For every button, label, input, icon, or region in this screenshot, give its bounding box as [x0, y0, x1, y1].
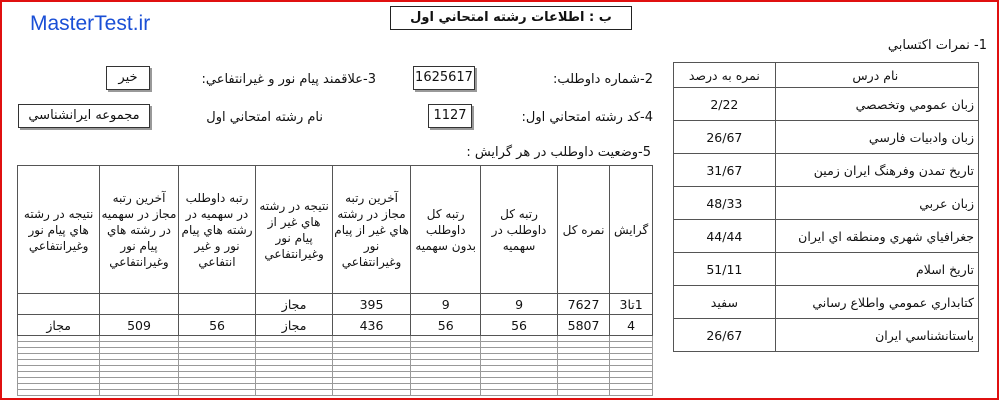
cell: مجاز [256, 294, 332, 315]
course-percent: 26/67 [674, 319, 776, 352]
status-label: 5-وضعيت داوطلب در هر گرايش : [466, 145, 651, 160]
table-row [18, 294, 653, 315]
cell [100, 294, 178, 315]
percent-header: نمره به درصد [674, 63, 776, 88]
cell: 5807 [557, 315, 609, 336]
payamnoor-interest-value: خير [106, 66, 150, 90]
cell: 9 [481, 294, 558, 315]
col-result-header: نتيجه در رشته هاي غير از پيام نور وغيرانتفاعي [256, 166, 332, 294]
table-row [674, 253, 979, 286]
col-rank-noquota-header: رتبه كل داوطلب بدون سهميه [411, 166, 481, 294]
table-row [674, 286, 979, 319]
status-table [17, 165, 653, 396]
table-row [18, 315, 653, 336]
course-name: كتابداري عمومي واطلاع رساني [775, 286, 978, 319]
course-name: زبان عمومي وتخصصي [775, 88, 978, 121]
cell [178, 294, 256, 315]
applicant-number-value: 1625617 [413, 66, 475, 90]
course-name: تاريخ تمدن وفرهنگ ايران زمين [775, 154, 978, 187]
grades-table [673, 62, 979, 352]
col-result-payamnoor-header: نتيجه در رشته هاي پيام نور وغيرانتفاعي [18, 166, 100, 294]
exam-code-value: 1127 [428, 104, 472, 128]
acquired-grades-label: 1- نمرات اكتسابي [887, 38, 987, 53]
exam-name-label: نام رشته امتحاني اول [206, 110, 323, 125]
grades-header-row [674, 63, 979, 88]
table-row [674, 88, 979, 121]
table-row [674, 319, 979, 352]
col-total-score-header: نمره كل [557, 166, 609, 294]
exam-code-label: 4-كد رشته امتحاني اول: [521, 110, 653, 125]
course-percent: 51/11 [674, 253, 776, 286]
cell: 1تا3 [610, 294, 653, 315]
cell: 509 [100, 315, 178, 336]
table-row [674, 154, 979, 187]
cell: مجاز [256, 315, 332, 336]
exam-name-value: مجموعه ايرانشناسي [18, 104, 150, 128]
col-last-rank-payamnoor-header: آخرين رتبه مجاز در سهميه در رشته هاي پيام نور وغيرانتفاعي [100, 166, 178, 294]
cell: 56 [411, 315, 481, 336]
cell: 7627 [557, 294, 609, 315]
course-name-header: نام درس [775, 63, 978, 88]
table-row [674, 187, 979, 220]
cell: 56 [178, 315, 256, 336]
applicant-number-label: 2-شماره داوطلب: [552, 72, 653, 87]
course-name: زبان وادبيات فارسي [775, 121, 978, 154]
course-name: باستانشناسي ايران [775, 319, 978, 352]
course-name: زبان عربي [775, 187, 978, 220]
course-percent: 2/22 [674, 88, 776, 121]
course-name: جغرافياي شهري ومنطقه اي ايران [775, 220, 978, 253]
section-title: ب : اطلاعات رشته امتحاني اول [390, 6, 632, 30]
col-orientation-header: گرايش [610, 166, 653, 294]
cell: 4 [610, 315, 653, 336]
course-percent: 48/33 [674, 187, 776, 220]
site-name[interactable]: MasterTest.ir [30, 12, 151, 35]
cell: 436 [332, 315, 410, 336]
blank-row [18, 390, 653, 396]
cell: مجاز [18, 315, 100, 336]
course-name: تاريخ اسلام [775, 253, 978, 286]
cell: 9 [411, 294, 481, 315]
col-rank-quota-header: رتبه كل داوطلب در سهميه [481, 166, 558, 294]
col-rank-payamnoor-header: رتبه داوطلب در سهميه در رشته هاي پيام نور و غير انتفاعي [178, 166, 256, 294]
course-percent: سفيد [674, 286, 776, 319]
payamnoor-interest-label: 3-علاقمند پيام نور و غيرانتفاعي: [201, 72, 376, 87]
course-percent: 31/67 [674, 154, 776, 187]
cell: 56 [481, 315, 558, 336]
status-header-row [18, 166, 653, 294]
cell: 395 [332, 294, 410, 315]
col-last-rank-header: آخرين رتبه مجاز در رشته هاي غير از پيام نور وغيرانتفاعي [332, 166, 410, 294]
table-row [674, 220, 979, 253]
course-percent: 44/44 [674, 220, 776, 253]
table-row [674, 121, 979, 154]
cell [18, 294, 100, 315]
course-percent: 26/67 [674, 121, 776, 154]
